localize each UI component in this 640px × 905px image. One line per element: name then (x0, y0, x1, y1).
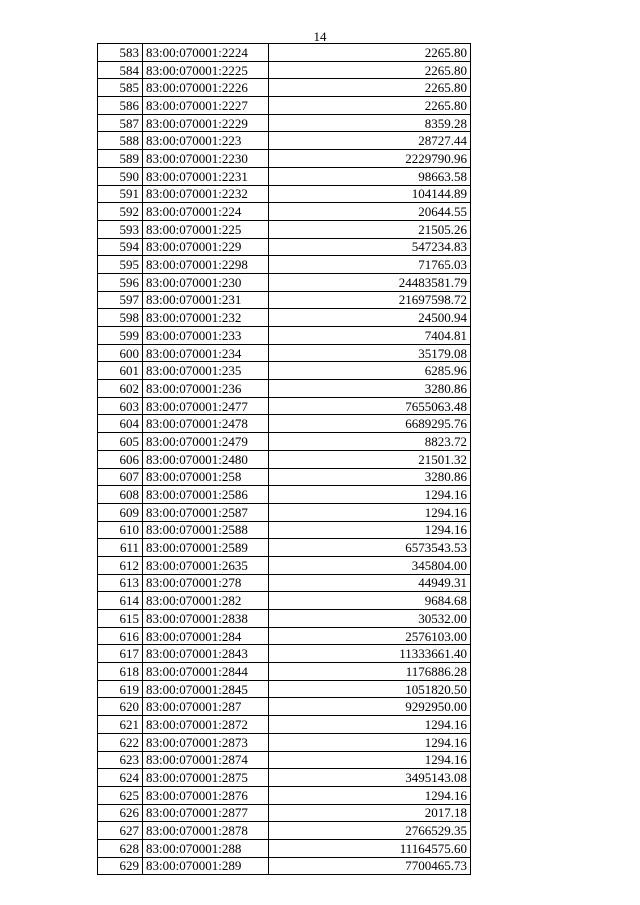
cadastral-number-cell: 83:00:070001:2230 (143, 150, 269, 168)
cadastral-number-cell: 83:00:070001:2229 (143, 114, 269, 132)
table-row (98, 44, 471, 62)
row-number-cell: 628 (98, 839, 143, 857)
cadastral-number-cell: 83:00:070001:2225 (143, 61, 269, 79)
row-number-cell: 607 (98, 468, 143, 486)
row-number-cell: 599 (98, 327, 143, 345)
table-row (98, 61, 471, 79)
cadastral-number-cell: 83:00:070001:2845 (143, 680, 269, 698)
cadastral-number-cell: 83:00:070001:282 (143, 592, 269, 610)
cadastral-number-cell: 83:00:070001:229 (143, 238, 269, 256)
row-number-cell: 606 (98, 450, 143, 468)
value-cell: 1294.16 (269, 786, 471, 804)
value-cell: 6689295.76 (269, 415, 471, 433)
table-row (98, 167, 471, 185)
cadastral-number-cell: 83:00:070001:2224 (143, 44, 269, 62)
table-row (98, 627, 471, 645)
table-row (98, 804, 471, 822)
table-row (98, 327, 471, 345)
table-row (98, 574, 471, 592)
cadastral-number-cell: 83:00:070001:258 (143, 468, 269, 486)
row-number-cell: 605 (98, 433, 143, 451)
cadastral-number-cell: 83:00:070001:2635 (143, 556, 269, 574)
row-number-cell: 623 (98, 751, 143, 769)
cadastral-number-cell: 83:00:070001:2875 (143, 769, 269, 787)
row-number-cell: 600 (98, 344, 143, 362)
table-row (98, 344, 471, 362)
table-row (98, 114, 471, 132)
table-row (98, 592, 471, 610)
value-cell: 98663.58 (269, 167, 471, 185)
value-cell: 24483581.79 (269, 273, 471, 291)
row-number-cell: 609 (98, 503, 143, 521)
row-number-cell: 615 (98, 610, 143, 628)
row-number-cell: 588 (98, 132, 143, 150)
row-number-cell: 618 (98, 663, 143, 681)
value-cell: 6573543.53 (269, 539, 471, 557)
value-cell: 1294.16 (269, 733, 471, 751)
cadastral-number-cell: 83:00:070001:235 (143, 362, 269, 380)
cadastral-number-cell: 83:00:070001:234 (143, 344, 269, 362)
cadastral-number-cell: 83:00:070001:2874 (143, 751, 269, 769)
row-number-cell: 586 (98, 97, 143, 115)
cadastral-number-cell: 83:00:070001:2876 (143, 786, 269, 804)
table-row (98, 415, 471, 433)
value-cell: 9292950.00 (269, 698, 471, 716)
row-number-cell: 597 (98, 291, 143, 309)
row-number-cell: 593 (98, 220, 143, 238)
table-body (98, 44, 471, 875)
row-number-cell: 629 (98, 857, 143, 875)
table-row (98, 839, 471, 857)
table-row (98, 397, 471, 415)
cadastral-number-cell: 83:00:070001:287 (143, 698, 269, 716)
value-cell: 1294.16 (269, 521, 471, 539)
table-row (98, 610, 471, 628)
value-cell: 11333661.40 (269, 645, 471, 663)
table-row (98, 309, 471, 327)
table-row (98, 97, 471, 115)
table-row (98, 521, 471, 539)
cadastral-number-cell: 83:00:070001:2587 (143, 503, 269, 521)
cadastral-number-cell: 83:00:070001:2478 (143, 415, 269, 433)
cadastral-number-cell: 83:00:070001:230 (143, 273, 269, 291)
value-cell: 3280.86 (269, 468, 471, 486)
page-number: 14 (313, 29, 327, 44)
value-cell: 9684.68 (269, 592, 471, 610)
cadastral-number-cell: 83:00:070001:2227 (143, 97, 269, 115)
value-cell: 6285.96 (269, 362, 471, 380)
value-cell: 104144.89 (269, 185, 471, 203)
value-cell: 1294.16 (269, 503, 471, 521)
cadastral-number-cell: 83:00:070001:289 (143, 857, 269, 875)
value-cell: 2017.18 (269, 804, 471, 822)
cadastral-number-cell: 83:00:070001:2226 (143, 79, 269, 97)
value-cell: 21505.26 (269, 220, 471, 238)
value-cell: 345804.00 (269, 556, 471, 574)
row-number-cell: 614 (98, 592, 143, 610)
table-row (98, 680, 471, 698)
row-number-cell: 625 (98, 786, 143, 804)
cadastral-number-cell: 83:00:070001:2232 (143, 185, 269, 203)
value-cell: 1294.16 (269, 486, 471, 504)
cadastral-value-table (97, 43, 471, 875)
cadastral-number-cell: 83:00:070001:2480 (143, 450, 269, 468)
value-cell: 30532.00 (269, 610, 471, 628)
table-row (98, 79, 471, 97)
row-number-cell: 616 (98, 627, 143, 645)
table-row (98, 380, 471, 398)
value-cell: 71765.03 (269, 256, 471, 274)
table-row (98, 486, 471, 504)
row-number-cell: 598 (98, 309, 143, 327)
row-number-cell: 612 (98, 556, 143, 574)
value-cell: 2229790.96 (269, 150, 471, 168)
table-row (98, 291, 471, 309)
value-cell: 20644.55 (269, 203, 471, 221)
cadastral-number-cell: 83:00:070001:2878 (143, 822, 269, 840)
value-cell: 1294.16 (269, 751, 471, 769)
row-number-cell: 619 (98, 680, 143, 698)
value-cell: 1051820.50 (269, 680, 471, 698)
value-cell: 2265.80 (269, 44, 471, 62)
value-cell: 2265.80 (269, 97, 471, 115)
row-number-cell: 595 (98, 256, 143, 274)
value-cell: 3495143.08 (269, 769, 471, 787)
cadastral-number-cell: 83:00:070001:288 (143, 839, 269, 857)
value-cell: 2576103.00 (269, 627, 471, 645)
cadastral-number-cell: 83:00:070001:2843 (143, 645, 269, 663)
value-cell: 547234.83 (269, 238, 471, 256)
row-number-cell: 626 (98, 804, 143, 822)
cadastral-number-cell: 83:00:070001:2298 (143, 256, 269, 274)
value-cell: 21501.32 (269, 450, 471, 468)
row-number-cell: 583 (98, 44, 143, 62)
table-row (98, 273, 471, 291)
row-number-cell: 584 (98, 61, 143, 79)
row-number-cell: 608 (98, 486, 143, 504)
table-row (98, 663, 471, 681)
cadastral-number-cell: 83:00:070001:2838 (143, 610, 269, 628)
row-number-cell: 590 (98, 167, 143, 185)
value-cell: 2766529.35 (269, 822, 471, 840)
value-cell: 7700465.73 (269, 857, 471, 875)
table-row (98, 751, 471, 769)
table-row (98, 769, 471, 787)
cadastral-number-cell: 83:00:070001:2873 (143, 733, 269, 751)
row-number-cell: 610 (98, 521, 143, 539)
cadastral-number-cell: 83:00:070001:278 (143, 574, 269, 592)
table-row (98, 556, 471, 574)
table-row (98, 132, 471, 150)
value-cell: 21697598.72 (269, 291, 471, 309)
cadastral-number-cell: 83:00:070001:236 (143, 380, 269, 398)
table-row (98, 733, 471, 751)
cadastral-number-cell: 83:00:070001:2589 (143, 539, 269, 557)
table-row (98, 362, 471, 380)
table-row (98, 857, 471, 875)
value-cell: 24500.94 (269, 309, 471, 327)
value-cell: 2265.80 (269, 79, 471, 97)
row-number-cell: 585 (98, 79, 143, 97)
table-row (98, 220, 471, 238)
table-row (98, 503, 471, 521)
row-number-cell: 591 (98, 185, 143, 203)
row-number-cell: 603 (98, 397, 143, 415)
row-number-cell: 589 (98, 150, 143, 168)
row-number-cell: 621 (98, 716, 143, 734)
table-row (98, 822, 471, 840)
table-row (98, 256, 471, 274)
row-number-cell: 594 (98, 238, 143, 256)
value-cell: 44949.31 (269, 574, 471, 592)
table-row (98, 716, 471, 734)
cadastral-number-cell: 83:00:070001:2844 (143, 663, 269, 681)
row-number-cell: 622 (98, 733, 143, 751)
cadastral-number-cell: 83:00:070001:2586 (143, 486, 269, 504)
value-cell: 2265.80 (269, 61, 471, 79)
table-row (98, 468, 471, 486)
row-number-cell: 592 (98, 203, 143, 221)
value-cell: 8359.28 (269, 114, 471, 132)
cadastral-number-cell: 83:00:070001:2479 (143, 433, 269, 451)
row-number-cell: 604 (98, 415, 143, 433)
cadastral-number-cell: 83:00:070001:225 (143, 220, 269, 238)
row-number-cell: 624 (98, 769, 143, 787)
table-row (98, 150, 471, 168)
value-cell: 1294.16 (269, 716, 471, 734)
value-cell: 28727.44 (269, 132, 471, 150)
value-cell: 7655063.48 (269, 397, 471, 415)
value-cell: 1176886.28 (269, 663, 471, 681)
table-row (98, 786, 471, 804)
value-cell: 35179.08 (269, 344, 471, 362)
row-number-cell: 627 (98, 822, 143, 840)
table-row (98, 238, 471, 256)
cadastral-number-cell: 83:00:070001:223 (143, 132, 269, 150)
cadastral-number-cell: 83:00:070001:2877 (143, 804, 269, 822)
table-row (98, 185, 471, 203)
row-number-cell: 596 (98, 273, 143, 291)
table-row (98, 433, 471, 451)
value-cell: 11164575.60 (269, 839, 471, 857)
cadastral-number-cell: 83:00:070001:284 (143, 627, 269, 645)
row-number-cell: 601 (98, 362, 143, 380)
table-row (98, 539, 471, 557)
table-row (98, 450, 471, 468)
value-cell: 3280.86 (269, 380, 471, 398)
value-cell: 7404.81 (269, 327, 471, 345)
row-number-cell: 611 (98, 539, 143, 557)
row-number-cell: 617 (98, 645, 143, 663)
cadastral-number-cell: 83:00:070001:2231 (143, 167, 269, 185)
cadastral-number-cell: 83:00:070001:233 (143, 327, 269, 345)
value-cell: 8823.72 (269, 433, 471, 451)
cadastral-number-cell: 83:00:070001:231 (143, 291, 269, 309)
cadastral-number-cell: 83:00:070001:2588 (143, 521, 269, 539)
row-number-cell: 620 (98, 698, 143, 716)
row-number-cell: 602 (98, 380, 143, 398)
row-number-cell: 587 (98, 114, 143, 132)
cadastral-number-cell: 83:00:070001:2872 (143, 716, 269, 734)
cadastral-number-cell: 83:00:070001:2477 (143, 397, 269, 415)
cadastral-number-cell: 83:00:070001:232 (143, 309, 269, 327)
table-row (98, 645, 471, 663)
table-row (98, 203, 471, 221)
table-row (98, 698, 471, 716)
row-number-cell: 613 (98, 574, 143, 592)
cadastral-number-cell: 83:00:070001:224 (143, 203, 269, 221)
